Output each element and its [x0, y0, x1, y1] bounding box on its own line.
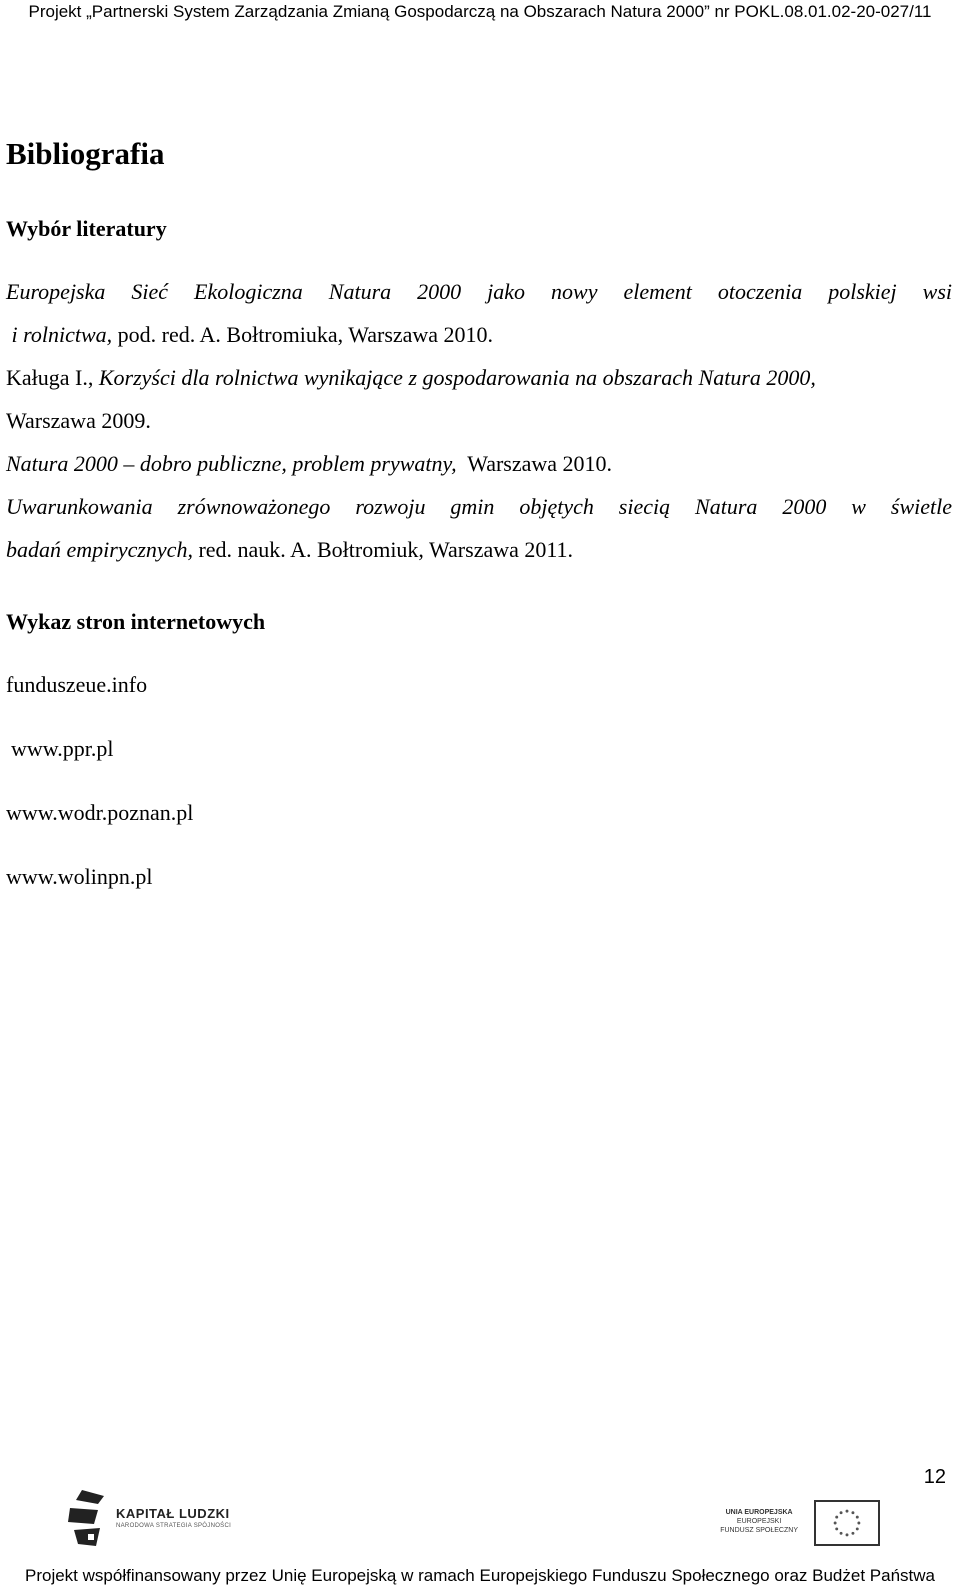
- eu-logo-line-2: EUROPEJSKI: [736, 1518, 782, 1525]
- eu-star-icon: [851, 1532, 854, 1535]
- eu-star-icon: [840, 1511, 843, 1514]
- eu-star-icon: [851, 1511, 854, 1514]
- page-number: 12: [923, 1466, 946, 1488]
- bib-entry-1-line-2: [6, 322, 493, 348]
- bib-entry-3: [6, 451, 612, 477]
- kapital-ludzki-logo: [68, 1490, 248, 1550]
- websites-heading: Wykaz stron internetowych: [6, 609, 266, 634]
- eu-star-icon: [856, 1527, 859, 1530]
- literature-heading: Wybór literatury: [6, 216, 167, 241]
- bib-entry-3-details: Warszawa 2010.: [467, 451, 613, 476]
- eu-star-icon: [834, 1522, 837, 1525]
- bib-entry-3-title: Natura 2000 – dobro publiczne, problem prywatny,: [6, 451, 457, 476]
- eu-star-icon: [846, 1510, 849, 1513]
- kapital-ludzki-emblem-icon: [68, 1490, 104, 1546]
- eu-star-icon: [857, 1522, 860, 1525]
- bib-entry-2-line-1: Kaługa I., Korzyści dla rolnictwa wynikające z gospodarowania na obszarach Natura 2000,: [6, 365, 816, 390]
- eu-social-fund-logo: [700, 1498, 880, 1553]
- eu-flag-icon: [814, 1500, 880, 1546]
- eu-logo-line-1: UNIA EUROPEJSKA: [725, 1509, 793, 1516]
- kapital-ludzki-name: KAPITAŁ LUDZKI: [116, 1506, 230, 1521]
- bib-entry-1-title-a: Europejska Sieć Ekologiczna Natura 2000 jako nowy element otoczenia polskiej wsi: [6, 279, 952, 304]
- eu-star-icon: [835, 1527, 838, 1530]
- eu-logo-line-3: FUNDUSZ SPOŁECZNY: [720, 1527, 798, 1534]
- bib-entry-2-author: Kaługa I.: [6, 365, 88, 390]
- eu-star-icon: [840, 1532, 843, 1535]
- bib-entry-4-title-a: Uwarunkowania zrównoważonego rozwoju gmin objętych siecią Natura 2000 w świetle: [6, 494, 952, 519]
- bib-entry-2-title: Korzyści dla rolnictwa wynikające z gospodarowania na obszarach Natura 2000,: [98, 365, 816, 390]
- bib-entry-1-details: pod. red. A. Bołtromiuka, Warszawa 2010.: [112, 322, 494, 347]
- website-link[interactable]: www.wodr.poznan.pl: [6, 800, 194, 825]
- document-footer: Projekt współfinansowany przez Unię Europejską w ramach Europejskiego Funduszu Społecznego oraz Budżet Państwa: [25, 1566, 935, 1585]
- eu-star-icon: [856, 1516, 859, 1519]
- bib-entry-4-details: red. nauk. A. Bołtromiuk, Warszawa 2011.: [192, 537, 574, 562]
- eu-star-icon: [846, 1533, 849, 1536]
- website-link[interactable]: funduszeue.info: [6, 672, 148, 697]
- page-title: Bibliografia: [6, 136, 165, 171]
- document-header: Projekt „Partnerski System Zarządzania Zmianą Gospodarczą na Obszarach Natura 2000” nr POKL.08.01.02-20-027/11: [28, 2, 932, 21]
- bib-entry-1-title-b: i rolnictwa,: [11, 322, 113, 347]
- bib-entry-4-line-1: [6, 494, 952, 520]
- bib-entry-1-line-1: [6, 279, 952, 305]
- website-link[interactable]: www.ppr.pl: [11, 736, 114, 761]
- eu-logo-text: [720, 1508, 798, 1535]
- kapital-ludzki-subtitle: NARODOWA STRATEGIA SPÓJNOŚCI: [116, 1523, 232, 1529]
- eu-star-icon: [835, 1516, 838, 1519]
- bib-entry-4-title-b: badań empirycznych,: [6, 537, 193, 562]
- bib-entry-2-line-2: Warszawa 2009.: [6, 408, 151, 433]
- website-link[interactable]: www.wolinpn.pl: [6, 864, 153, 889]
- bib-entry-4-line-2: [6, 537, 573, 563]
